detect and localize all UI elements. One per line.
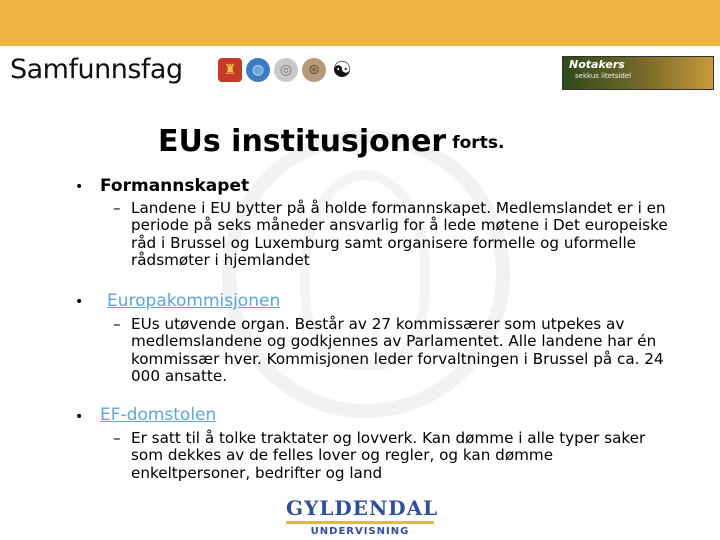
logo-sub: UNDERVISNING (286, 521, 434, 537)
link-europakommisjonen[interactable]: Europakommisjonen (107, 291, 281, 311)
link-ef-domstolen[interactable]: EF-domstolen (100, 405, 217, 425)
globe-icon: ◍ (246, 58, 270, 82)
notakers-banner[interactable] (562, 56, 714, 90)
bullet-dot: • (75, 179, 84, 195)
dash: – (113, 199, 121, 217)
gyldendal-logo (286, 496, 439, 537)
bullet-dot: • (75, 294, 84, 310)
section-heading-formannskapet: Formannskapet (100, 176, 250, 196)
section-body-text: Er satt til å tolke traktater og lovverk. Kan dømme i alle typer saker som dekkes av de felles lover og regler, og kan dømme enkeltpersoner, bedrifter og land (131, 429, 646, 482)
top-bar (0, 0, 720, 46)
header-icons (218, 58, 354, 82)
yin-yang-icon: ☯ (330, 58, 354, 82)
coin-icon: ◎ (274, 58, 298, 82)
slide-title-suffix: forts. (452, 132, 505, 153)
banner-title: Notakers (569, 58, 625, 71)
banner-subtitle: sekkus iitetsidel (575, 72, 632, 80)
bullet-dot: • (75, 409, 84, 425)
shield-icon: ♜ (218, 58, 242, 82)
logo-main: GYLDENDAL (286, 496, 439, 520)
section-body-text: Landene i EU bytter på å holde formannskapet. Medlemslandet er i en periode på seks måneder ansvarlig for å lede møtene i Det europeiske råd i Brussel og Luxemburg samt organisere formelle og uformelle rådsmøter i hjemlandet (131, 199, 668, 269)
slide-title-text: EUs institusjoner (158, 124, 447, 159)
header (0, 46, 720, 98)
medallion-icon: ⊛ (302, 58, 326, 82)
slide-title (158, 124, 504, 159)
dash: – (113, 315, 121, 333)
brand-title: Samfunnsfag (10, 54, 183, 85)
section-body-text: EUs utøvende organ. Består av 27 kommissærer som utpekes av medlemslandene og godkjennes av Parlamentet. Alle landene har én kommissær hver. Kommisjonen leder forvaltningen i Brussel på ca. 24 000 ansatte. (131, 315, 664, 385)
dash: – (113, 429, 121, 447)
